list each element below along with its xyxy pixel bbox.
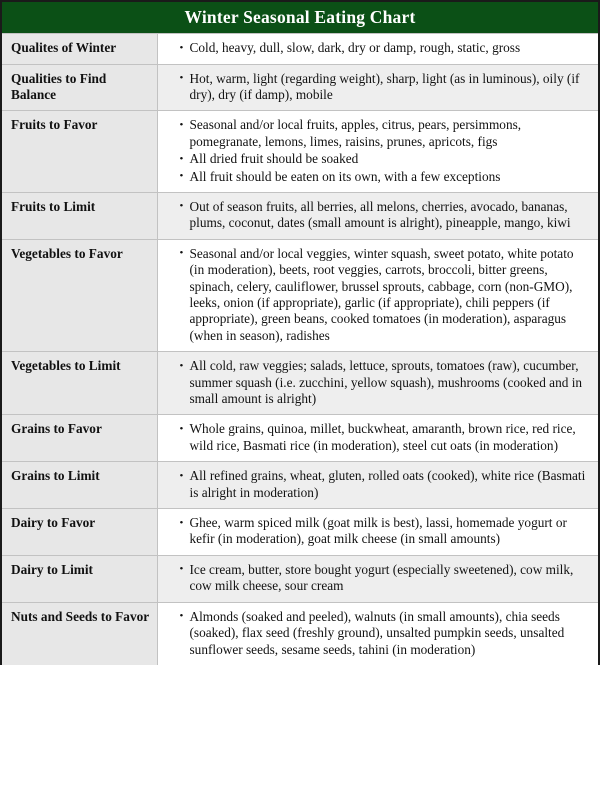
- bullet-item: • Ice cream, butter, store bought yogurt (especially sweetened), cow milk, cow milk cheese, sour cream: [180, 562, 591, 595]
- bullet-item: • Almonds (soaked and peeled), walnuts (in small amounts), chia seeds (soaked), flax seed (freshly ground), unsalted pumpkin seeds, unsalted sunflower seeds, sesame seeds, tahini (in moderation): [180, 609, 591, 658]
- bullet-item: • All fruit should be eaten on its own, with a few exceptions: [180, 169, 591, 185]
- row-category-label: Vegetables to Limit: [2, 352, 157, 415]
- bullet-item: • Cold, heavy, dull, slow, dark, dry or damp, rough, static, gross: [180, 40, 591, 56]
- row-content-cell: [157, 602, 598, 665]
- table-row: [2, 415, 598, 462]
- bullet-list: [158, 358, 591, 407]
- bullet-item: • Seasonal and/or local veggies, winter squash, sweet potato, white potato (in moderation), beets, root veggies, carrots, broccoli, bitter greens, spinach, celery, cauliflower, brussel sprouts, cabbage, corn (non-GMO), leeks, onion (if appropriate), garlic (if appropriate), chili peppers (if appropriate), green beans, cooked tomatoes (in moderation), asparagus (when in season), radishes: [180, 246, 591, 344]
- table-row: [2, 239, 598, 351]
- row-content-cell: [157, 352, 598, 415]
- row-content-cell: [157, 111, 598, 193]
- row-content-cell: [157, 462, 598, 509]
- bullet-item: • All refined grains, wheat, gluten, rolled oats (cooked), white rice (Basmati is alright in moderation): [180, 468, 591, 501]
- bullet-list: [158, 40, 591, 56]
- row-category-label: Qualites of Winter: [2, 34, 157, 64]
- table-row: [2, 602, 598, 665]
- eating-chart-table: [2, 33, 598, 665]
- row-content-cell: [157, 415, 598, 462]
- row-category-label: Vegetables to Favor: [2, 239, 157, 351]
- chart-title: Winter Seasonal Eating Chart: [2, 2, 598, 33]
- bullet-item: • Seasonal and/or local fruits, apples, citrus, pears, persimmons, pomegranate, lemons, limes, raisins, prunes, apricots, figs: [180, 117, 591, 150]
- row-category-label: Fruits to Favor: [2, 111, 157, 193]
- bullet-list: [158, 609, 591, 658]
- table-row: [2, 192, 598, 239]
- row-category-label: Dairy to Limit: [2, 555, 157, 602]
- bullet-list: [158, 468, 591, 501]
- bullet-item: • All cold, raw veggies; salads, lettuce, sprouts, tomatoes (raw), cucumber, summer squash (i.e. zucchini, yellow squash), mushrooms (cooked and in small amount is alright): [180, 358, 591, 407]
- row-content-cell: [157, 34, 598, 64]
- bullet-list: [158, 71, 591, 104]
- table-row: [2, 111, 598, 193]
- table-row: [2, 509, 598, 556]
- bullet-list: [158, 199, 591, 232]
- bullet-list: [158, 562, 591, 595]
- row-category-label: Qualities to Find Balance: [2, 64, 157, 111]
- table-row: [2, 352, 598, 415]
- bullet-item: • Out of season fruits, all berries, all melons, cherries, avocado, bananas, plums, coconut, dates (small amount is alright), pineapple, mango, kiwi: [180, 199, 591, 232]
- row-content-cell: [157, 555, 598, 602]
- bullet-item: • Hot, warm, light (regarding weight), sharp, light (as in luminous), oily (if dry), dry (if damp), mobile: [180, 71, 591, 104]
- table-row: [2, 462, 598, 509]
- table-row: [2, 555, 598, 602]
- bullet-list: [158, 246, 591, 344]
- bullet-item: • Ghee, warm spiced milk (goat milk is best), lassi, homemade yogurt or kefir (in moderation), goat milk cheese (in small amounts): [180, 515, 591, 548]
- row-content-cell: [157, 239, 598, 351]
- row-category-label: Fruits to Limit: [2, 192, 157, 239]
- row-content-cell: [157, 64, 598, 111]
- row-content-cell: [157, 509, 598, 556]
- bullet-list: [158, 515, 591, 548]
- row-category-label: Grains to Limit: [2, 462, 157, 509]
- row-content-cell: [157, 192, 598, 239]
- bullet-list: [158, 421, 591, 454]
- bullet-item: • Whole grains, quinoa, millet, buckwheat, amaranth, brown rice, red rice, wild rice, Basmati rice (in moderation), steel cut oats (in moderation): [180, 421, 591, 454]
- bullet-item: • All dried fruit should be soaked: [180, 151, 591, 167]
- row-category-label: Grains to Favor: [2, 415, 157, 462]
- table-row: [2, 34, 598, 64]
- row-category-label: Nuts and Seeds to Favor: [2, 602, 157, 665]
- row-category-label: Dairy to Favor: [2, 509, 157, 556]
- table-row: [2, 64, 598, 111]
- bullet-list: [158, 117, 591, 185]
